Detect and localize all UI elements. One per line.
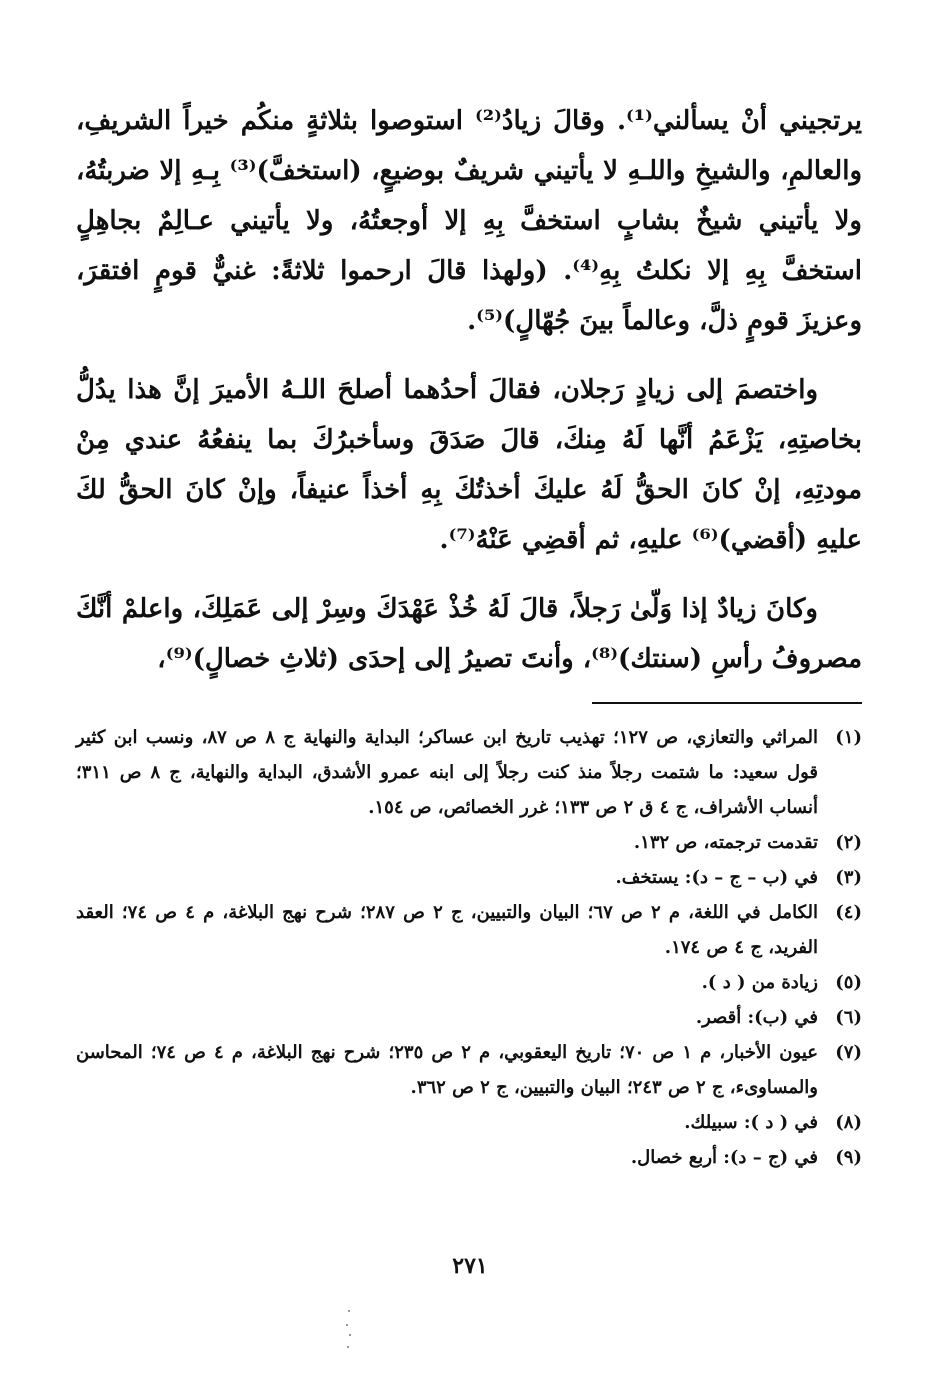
footnote-7 [76, 1035, 862, 1105]
footnote-number: (٢) [835, 832, 862, 853]
paragraph-3-text: وكانَ زيادٌ إذا وَلّىٰ رَجلاً، قالَ لَهُ خُذْ عَهْدَكَ وسِرْ إلى عَمَلِكَ، واعلمْ أنَّكَ مصروفُ رأسِ (سنتك)⁽⁸⁾، وأنتَ تصيرُ إلى إحدَى (ثلاثِ خصالٍ)⁽⁹⁾، [76, 594, 862, 674]
main-text [76, 96, 862, 684]
footnote-9 [76, 1140, 862, 1175]
speck [346, 1324, 348, 1326]
footnote-1 [76, 720, 862, 825]
footnote-2 [76, 825, 862, 860]
footnote-text: المراثي والتعازي، ص ١٢٧؛ تهذيب تاريخ ابن عساكر؛ البداية والنهاية ج ٨ ص ٨٧، ونسب ابن كثير قول سعيد: ما شتمت رجلاً منذ كنت رجلاً إلى ابنه عمرو الأشدق، البداية والنهاية، ج ٨ ص ٣١١؛ أنساب الأشراف، ج ٤ ق ٢ ص ١٣٣؛ غرر الخصائص، ص ١٥٤. [76, 727, 818, 818]
footnote-4 [76, 895, 862, 965]
footnote-text: في ( د ): سبيلك. [684, 1112, 818, 1133]
footnote-number: (٣) [835, 867, 862, 888]
page-number: ٢٧١ [452, 1253, 488, 1279]
footnote-6 [76, 1000, 862, 1035]
footnote-number: (٤) [835, 902, 862, 923]
footnote-text: الكامل في اللغة، م ٢ ص ٦٧؛ البيان والتبيين، ج ٢ ص ٢٨٧؛ شرح نهج البلاغة، م ٤ ص ٧٤؛ العقد الفريد، ج ٤ ص ١٧٤. [76, 902, 818, 958]
speck [347, 1346, 349, 1348]
footnote-number: (٦) [835, 1007, 862, 1028]
footnote-text: في (ب): أقصر. [695, 1007, 818, 1028]
footnote-number: (٧) [835, 1042, 862, 1063]
speck [348, 1310, 350, 1312]
footnote-text: تقدمت ترجمته، ص ١٣٢. [633, 832, 818, 853]
paragraph-2-text: واختصمَ إلى زيادٍ رَجلان، فقالَ أحدُهما أصلحَ اللـهُ الأميرَ إنَّ هذا يدُلُّ بخاصتِهِ، يَزْعَمُ أنَّها لَهُ مِنكَ، قالَ صَدَقَ وسأخبرُكَ بما ينفعُهُ عندي مِنْ مودتِهِ، إنْ كانَ الحقُّ لَهُ عليكَ أخذتُكَ بِهِ أخذاً عنيفاً، وإنْ كانَ الحقُّ لكَ عليهِ (أقضي)⁽⁶⁾ عليهِ، ثم أقضِي عَنْهُ⁽⁷⁾. [76, 375, 862, 555]
footnote-text: عيون الأخبار، م ١ ص ٧٠؛ تاريخ اليعقوبي، م ٢ ص ٢٣٥؛ شرح نهج البلاغة، م ٤ ص ٧٤؛ المحاسن والمساوىء، ج ٢ ص ٢٤٣؛ البيان والتبيين، ج ٢ ص ٣٦٢. [76, 1042, 819, 1098]
footnote-5 [76, 965, 862, 1000]
footnote-3 [76, 860, 862, 895]
footnote-8 [76, 1105, 862, 1140]
footnote-text: في (ج – د): أربع خصال. [630, 1147, 818, 1168]
footnotes [76, 720, 862, 1175]
paragraph-1-text: يرتجيني أنْ يسألني⁽¹⁾. وقالَ زيادُ⁽²⁾ استوصوا بثلاثةٍ منكُم خيراً الشريفِ، والعالمِ، والشيخِ واللـهِ لا يأتيني شريفٌ بوضيعٍ، (استخفَّ)⁽³⁾ بِـهِ إلا ضربتُهُ، ولا يأتيني شيخٌ بشابٍ استخفَّ بِهِ إلا أوجعتُهُ، ولا يأتيني عـالِمٌ بجاهِلٍ استخفَّ بِهِ إلا نكلتُ بِهِ⁽⁴⁾. (ولهذا قالَ ارحموا ثلاثةً: غنيٌّ قومٍ افتقرَ، وعزيزَ قومٍ ذلَّ، وعالماً بينَ جُهّالٍ)⁽⁵⁾. [76, 106, 863, 336]
footnote-number: (٥) [835, 972, 862, 993]
footnote-number: (١) [835, 727, 862, 748]
footnote-number: (٨) [835, 1112, 862, 1133]
paragraph-3 [76, 584, 862, 684]
paragraph-2 [76, 365, 862, 565]
footnote-text: زيادة من ( د ). [701, 972, 818, 993]
paragraph-1 [76, 96, 862, 346]
footnote-text: في (ب – ج – د): يستخف. [615, 867, 818, 888]
footnote-number: (٩) [835, 1147, 862, 1168]
speck [349, 1334, 351, 1336]
scan-specks [346, 1310, 352, 1350]
footnote-divider [592, 702, 862, 704]
